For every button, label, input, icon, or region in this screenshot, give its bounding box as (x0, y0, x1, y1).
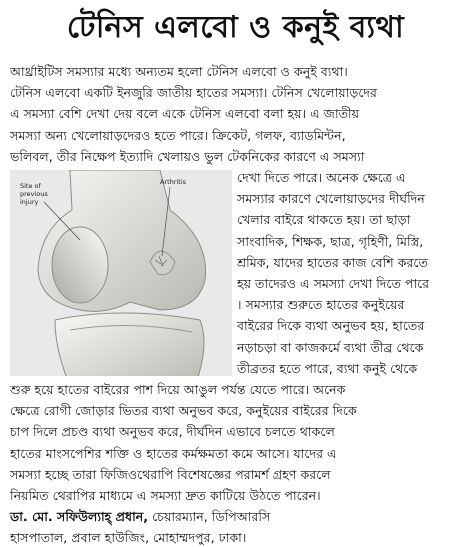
knee-joint-drawing (10, 170, 232, 376)
article-line: সাংবাদিক, শিক্ষক, ছাত্র, গৃহিণী, মিস্ত্রি, (237, 233, 424, 249)
article-line: বাইরের দিকে ব্যথা অনুভব হয়, হাতের (237, 318, 425, 334)
author-address: হাসপাতাল, প্রবাল হাউজিং, মোহাম্মদপুর, ঢাকা। (10, 530, 247, 546)
figure-label: injury (20, 198, 39, 206)
article-line: টেনিস এলবো একটি ইনজুরি জাতীয় হাতের সমস্যা। টেনিস খেলোয়াড়দের (10, 85, 377, 101)
article-line: আর্থ্রাইটিস সমস্যার মধ্যে অন্যতম হলো টেনিস এলবো ও কনুই ব্যথা। (10, 64, 348, 79)
author-title: চেয়ারম্যান, ডিপিআরসি (148, 509, 271, 525)
article-line: খেলার বাইরে থাকতে হয়। তা ছাড়া (237, 212, 411, 228)
article-line: ভলিবল, তীর নিক্ষেপ ইত্যাদি খেলায়ও ভুল টেকনিকের কারণে এ সমস্যা (10, 148, 365, 164)
article-line: শ্রমিক, যাদের হাতের কাজ বেশি করতে (237, 254, 428, 270)
article-line: নিয়মিত থেরাপির মাধ্যমে এ সমস্যা দ্রুত কাটিয়ে উঠতে পারেন। (10, 488, 321, 503)
article-line: চাপ দিলে প্রচণ্ড ব্যথা অনুভব করে, দীর্ঘদিন এভাবে চলতে থাকলে (10, 424, 335, 440)
article-line: নড়াচড়া বা কাজকর্মে ব্যথা তীব্র থেকে (237, 339, 424, 355)
article-line: হয় তাদেরও এ সমস্যা দেখা দিতে পারে (237, 276, 430, 291)
tibia-bone (55, 313, 204, 376)
knee-arthritis-illustration (10, 170, 232, 376)
article-line: শুরু হয়ে হাতের বাইরের পাশ দিয়ে আঙুল পর্যন্ত যেতে পারে। অনেক (10, 382, 346, 397)
kneecap (52, 227, 108, 303)
article-line: তীব্রতর হতে পারে, ব্যথা কনুই থেকে (237, 360, 418, 376)
article-line: ক্ষেত্রে রোগী জোড়ার ভিতর ব্যথা অনুভব করে, কনুইয়ের বাইরের দিকে (10, 403, 357, 419)
figure-label: Arthritis (160, 178, 187, 186)
article-line: এ সমস্যা বেশি দেখা দেয় বলে একে টেনিস এলবো বলা হয়। এ জাতীয় (10, 106, 360, 122)
author-name: ডা. মো. সফিউল্যাহ্ প্রধান, (10, 509, 149, 525)
article-line: সমস্যার কারণে খেলোয়াড়দের দীর্ঘদিন (237, 191, 425, 207)
article-line: । সমস্যার শুরুতে হাতের কনুইয়ের (237, 297, 405, 313)
article-line: দেখা দিতে পারে। অনেক ক্ষেত্রে এ (237, 170, 406, 185)
author-block (10, 507, 270, 526)
figure-label: Site of (20, 182, 41, 190)
article-line: হাতের মাংসপেশির শক্তি ও হাতের কর্মক্ষমতা কমে আসে। যাদের এ (10, 445, 337, 461)
figure-label: previous (20, 190, 48, 198)
article-line: সমস্যা অন্য খেলোয়াড়দেরও হতে পারে। ক্রিকেট, গলফ, ব্যাডমিন্টন, (10, 127, 346, 143)
article-line: সমস্যা হচ্ছে তারা ফিজিওথেরাপি বিশেষজ্ঞের পরামর্শ গ্রহণ করলে (10, 466, 331, 482)
article-title: টেনিস এলবো ও কনুই ব্যথা (66, 10, 405, 45)
